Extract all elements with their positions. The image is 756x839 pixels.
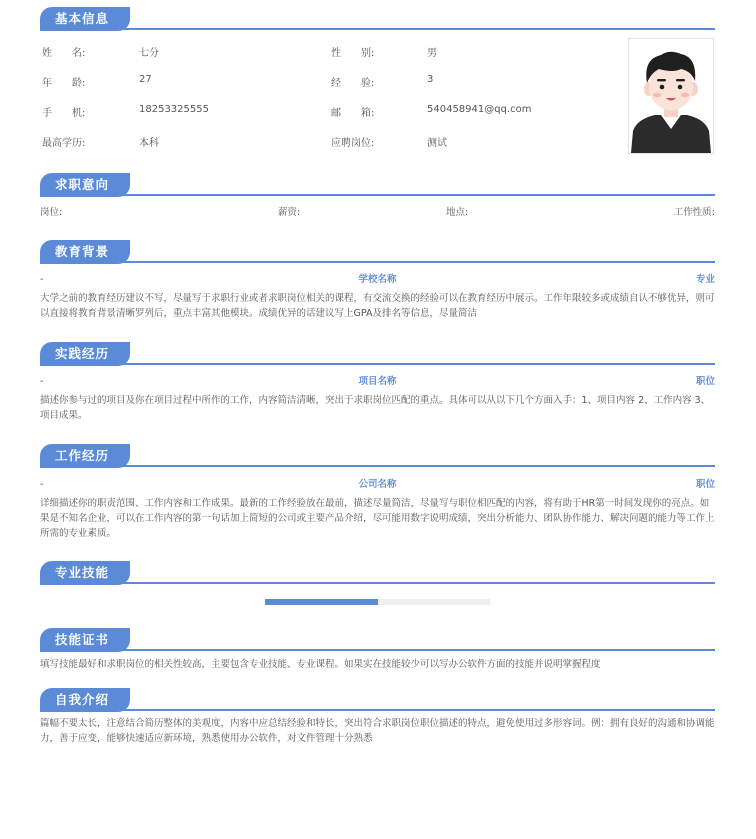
- work-row: [40, 477, 715, 492]
- degree-label: 最高学历:: [42, 138, 86, 149]
- section-title: 工作经历: [40, 444, 130, 468]
- skill-level-fill: [265, 599, 378, 605]
- work-description: 详细描述你的职责范围、工作内容和工作成果。最新的工作经验放在最前，描述尽量简洁，尽量写与职位相匹配的内容，将有助于HR第一时间发现你的亮点。如果是不知名企业，可以在工作内容的第一句话加上简短的公司或主要产品介绍，尽可能用数字说明成绩，突出分析能力、团队协作能力、解决问题的能力等工作上所需的专业素质。: [40, 498, 715, 539]
- section-header: [40, 240, 715, 264]
- section-header: [40, 561, 715, 585]
- practice-section: [40, 342, 715, 423]
- position-value: 测试: [427, 138, 447, 149]
- section-title: 实践经历: [40, 342, 130, 366]
- email-label: 邮 箱:: [331, 108, 375, 119]
- age-label: 年 龄:: [42, 78, 86, 89]
- self-intro-description: 篇幅不要太长，注意结合简历整体的美观度，内容中应总结经验和特长，突出符合求职岗位职位描述的特点，避免使用过多形容词。例：拥有良好的沟通和协调能力，善于应变，能够快速适应新环境，熟悉使用办公软件，对文件管理十分熟悉: [40, 718, 715, 744]
- section-divider: [40, 649, 715, 651]
- section-divider: [40, 363, 715, 365]
- education-row: [40, 272, 715, 287]
- phone-label: 手 机:: [42, 108, 86, 119]
- intent-fields: [40, 206, 715, 220]
- intent-location: 地点:: [446, 207, 469, 218]
- avatar: [628, 38, 714, 154]
- section-title: 技能证书: [40, 628, 130, 652]
- name-label: 姓 名:: [42, 48, 86, 59]
- intent-salary: 薪资:: [278, 207, 301, 218]
- section-divider: [40, 582, 715, 584]
- work-position: 职位: [695, 479, 715, 490]
- major: 专业: [695, 274, 715, 285]
- info-row: [42, 134, 602, 150]
- intent-work-type: 工作性质:: [673, 207, 715, 218]
- experience-label: 经 验:: [331, 78, 375, 89]
- gender-label: 性 别:: [331, 48, 375, 59]
- section-title: 专业技能: [40, 561, 130, 585]
- education-date: -: [40, 274, 44, 285]
- section-header: [40, 342, 715, 366]
- phone-value: 18253325555: [139, 104, 209, 115]
- section-header: [40, 173, 715, 197]
- section-title: 基本信息: [40, 7, 130, 31]
- avatar-illustration: [629, 39, 713, 153]
- basic-info-section: [40, 7, 715, 31]
- skill-level-bar: [265, 599, 490, 605]
- age-value: 27: [139, 74, 152, 85]
- education-description: 大学之前的教育经历建议不写，尽量写于求职行业或者求职岗位相关的课程，有交流交换的经验可以在教育经历中展示。工作年限较多或成绩自认不够优异，则可以直接将教育背景清晰罗列后，重点丰富其他模块。成绩优异的话建议写上GPA及排名等信息，尽量简洁: [40, 293, 715, 319]
- section-header: [40, 628, 715, 652]
- company-name: 公司名称: [358, 479, 397, 490]
- section-divider: [40, 709, 715, 711]
- practice-position: 职位: [695, 376, 715, 387]
- skills-section: [40, 561, 715, 585]
- work-date: -: [40, 479, 44, 490]
- info-row: [42, 74, 602, 90]
- self-intro-section: [40, 688, 715, 746]
- section-divider: [40, 261, 715, 263]
- email-value: 540458941@qq.com: [427, 104, 532, 115]
- section-header: [40, 7, 715, 31]
- work-section: [40, 444, 715, 541]
- section-divider: [40, 28, 715, 30]
- project-name: 项目名称: [358, 376, 397, 387]
- practice-row: [40, 374, 715, 389]
- section-divider: [40, 194, 715, 196]
- practice-date: -: [40, 376, 44, 387]
- certificates-section: [40, 628, 715, 672]
- info-row: [42, 44, 602, 60]
- section-header: [40, 444, 715, 468]
- section-header: [40, 688, 715, 712]
- experience-value: 3: [427, 74, 434, 85]
- certificates-description: 填写技能最好和求职岗位的相关性较高，主要包含专业技能、专业课程。如果实在技能较少可以写办公软件方面的技能并说明掌握程度: [40, 659, 601, 670]
- section-title: 求职意向: [40, 173, 130, 197]
- job-intent-section: [40, 173, 715, 220]
- education-section: [40, 240, 715, 321]
- section-title: 教育背景: [40, 240, 130, 264]
- intent-position: 岗位:: [40, 207, 63, 218]
- position-label: 应聘岗位:: [331, 138, 375, 149]
- name-value: 七分: [139, 48, 159, 59]
- degree-value: 本科: [139, 138, 159, 149]
- info-row: [42, 104, 602, 120]
- section-title: 自我介绍: [40, 688, 130, 712]
- section-divider: [40, 465, 715, 467]
- school-name: 学校名称: [358, 274, 397, 285]
- gender-value: 男: [427, 48, 437, 59]
- practice-description: 描述你参与过的项目及你在项目过程中所作的工作，内容简洁清晰，突出于求职岗位匹配的重点。具体可以从以下几个方面入手：1、项目内容 2、工作内容 3、项目成果。: [40, 395, 711, 421]
